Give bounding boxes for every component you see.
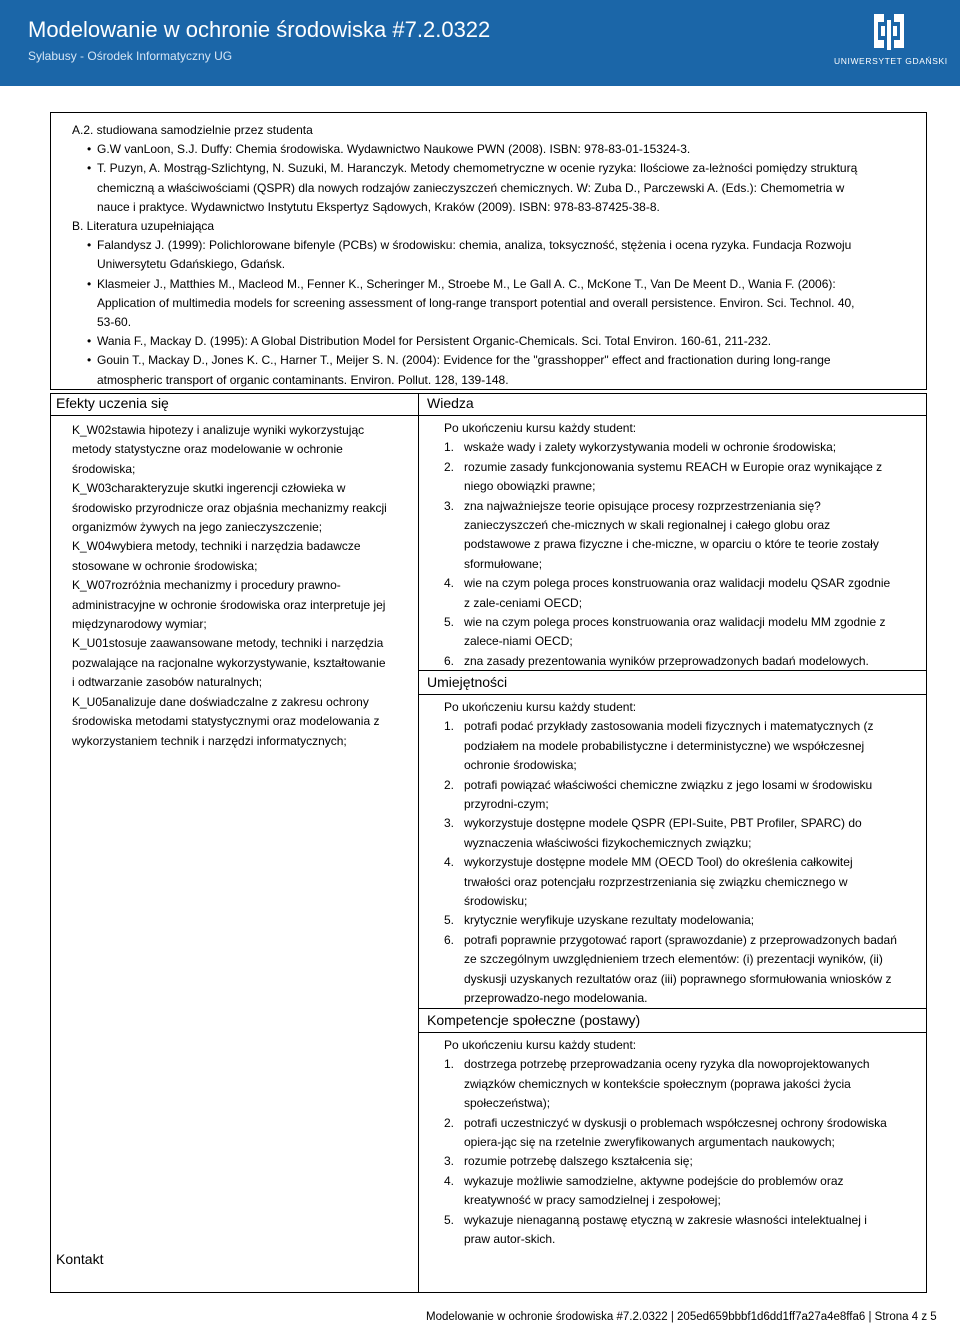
literature-line: • T. Puzyn, A. Mostrąg-Szlichtyng, N. Suzuki, M. Haranczyk. Metody chemometryczne w ocenie ryzyka: Ilościowe za-leżności pomiędzy strukturą bbox=[72, 159, 917, 178]
umiejetnosci-line bbox=[444, 756, 924, 775]
kompetencje-item-text: związków chemicznych w kontekście społecznym (poprawa jakości życia bbox=[464, 1076, 851, 1091]
wiedza-item-text: zalece-niami OECD; bbox=[464, 634, 573, 649]
kompetencje-list bbox=[444, 1036, 924, 1249]
wiedza-item-number: 1. bbox=[444, 440, 455, 455]
page-title: Modelowanie w ochronie środowiska #7.2.0322 bbox=[28, 17, 491, 42]
kompetencje-item-text: dostrzega potrzebę przeprowadzania oceny ryzyka dla nowoprojektowanych bbox=[464, 1057, 870, 1072]
literature-list bbox=[72, 121, 917, 390]
umiejetnosci-item-text: ze szczególnym uwzględnieniem trzech elementów: (i) prezentacji wyników, (ii) bbox=[464, 952, 883, 967]
logo-text: UNIWERSYTET GDAŃSKI bbox=[834, 56, 948, 66]
umiejetnosci-line bbox=[444, 892, 924, 911]
literature-line: 53-60. bbox=[97, 315, 132, 330]
wiedza-item-text: wie na czym polega proces konstruowania oraz walidacji modelu MM zgodnie z bbox=[464, 615, 886, 630]
outcome-line: pozwalające na racjonalne wykorzystywanie, kształtowanie bbox=[72, 655, 386, 670]
wiedza-item-text: sformułowane; bbox=[464, 556, 543, 571]
wiedza-heading: Wiedza bbox=[427, 395, 474, 411]
kompetencje-line bbox=[444, 1114, 924, 1133]
umiejetnosci-item-text: krytycznie weryfikuje uzyskane rezultaty modelowania; bbox=[464, 913, 755, 928]
literature-line: chemiczną a właściwościami (QSPR) dla nowych rodzajów zanieczyszczeń chemicznych. W: Zuba D., Parczewski A. (Eds.): Chemometria w bbox=[97, 180, 845, 195]
kompetencje-line bbox=[444, 1036, 924, 1055]
wiedza-line bbox=[444, 574, 924, 593]
umiejetnosci-intro: Po ukończeniu kursu każdy student: bbox=[444, 700, 637, 714]
outcome-line: międzynarodowy wymiar; bbox=[72, 617, 207, 632]
umiejetnosci-list bbox=[444, 698, 924, 1009]
umiejetnosci-divider-bottom bbox=[419, 694, 927, 695]
literature-line: A.2. studiowana samodzielnie przez studenta bbox=[72, 123, 313, 137]
umiejetnosci-line bbox=[444, 814, 924, 833]
umiejetnosci-line bbox=[444, 950, 924, 969]
wiedza-line bbox=[444, 535, 924, 554]
wiedza-item-number: 3. bbox=[444, 498, 455, 513]
outcome-line: K_W02stawia hipotezy i analizuje wyniki wykorzystując bbox=[72, 423, 365, 437]
wiedza-line bbox=[444, 458, 924, 477]
wiedza-item-number: 5. bbox=[444, 615, 455, 630]
literature-line: atmospheric transport of organic contaminants. Environ. Pollut. 128, 139-148. bbox=[97, 372, 509, 387]
kompetencje-line bbox=[444, 1075, 924, 1094]
umiejetnosci-line bbox=[444, 834, 924, 853]
umiejetnosci-line bbox=[444, 931, 924, 950]
wiedza-item-text: zna zasady prezentowania wyników przeprowadzonych badań modelowych. bbox=[464, 653, 869, 668]
wiedza-item-text: wie na czym polega proces konstruowania oraz walidacji modelu QSAR zgodnie bbox=[464, 576, 891, 591]
umiejetnosci-item-number: 2. bbox=[444, 777, 455, 792]
wiedza-item-text: zna najważniejsze teorie opisujące procesy rozprzestrzeniania się? bbox=[464, 498, 821, 513]
wiedza-intro: Po ukończeniu kursu każdy student: bbox=[444, 421, 637, 435]
literature-line: nauce i praktyce. Wydawnictwo Instytutu Ekspertyz Sądowych, Kraków (2009). ISBN: 978-83-87425-38-8. bbox=[97, 199, 660, 214]
kompetencje-line bbox=[444, 1133, 924, 1152]
page-subtitle: Sylabusy - Ośrodek Informatyczny UG bbox=[28, 49, 233, 63]
wiedza-item-number: 4. bbox=[444, 576, 455, 591]
umiejetnosci-line bbox=[444, 873, 924, 892]
literature-line: • Gouin T., Mackay D., Jones K. C., Harner T., Meijer S. N. (2004): Evidence for the "grasshopper" effect and fractionation during long-range bbox=[72, 351, 917, 370]
umiejetnosci-item-text: potrafi poprawnie przygotować raport (sprawozdanie) z przeprowadzonych badań bbox=[464, 932, 897, 947]
university-logo-icon bbox=[864, 10, 914, 52]
umiejetnosci-item-text: podziałem na modele probabilistyczne i deterministyczne) we współczesnej bbox=[464, 738, 865, 753]
umiejetnosci-item-number: 6. bbox=[444, 932, 455, 947]
wiedza-line bbox=[444, 594, 924, 613]
wiedza-item-text: zanieczyszczeń che-micznych w skali regionalnej i całego globu oraz bbox=[464, 518, 831, 533]
kompetencje-item-text: rozumie potrzebę dalszego kształcenia się; bbox=[464, 1154, 693, 1169]
umiejetnosci-line bbox=[444, 853, 924, 872]
university-logo bbox=[834, 8, 948, 72]
wiedza-line bbox=[444, 477, 924, 496]
outcome-line: wykorzystaniem technik i narzędzi informatycznych; bbox=[72, 733, 347, 748]
umiejetnosci-item-text: trwałości oraz potencjału rozprzestrzeniania się związku chemicznego w bbox=[464, 874, 848, 889]
wiedza-line bbox=[444, 438, 924, 457]
outcome-line: K_U01stosuje zaawansowane metody, techniki i narzędzia bbox=[72, 636, 384, 651]
kompetencje-heading: Kompetencje społeczne (postawy) bbox=[427, 1012, 641, 1028]
literature-line: Application of multimedia models for screening assessment of long-range transport potential and overall persistence. Environ. Sci. Technol. 40, bbox=[97, 295, 855, 310]
wiedza-item-text: rozumie zasady funkcjonowania systemu REACH w Europie oraz wynikające z bbox=[464, 459, 883, 474]
umiejetnosci-item-text: dyskusji uzyskanych rezultatów oraz (iii) poprawnego sformułowania wniosków z bbox=[464, 971, 892, 986]
kompetencje-line bbox=[444, 1094, 924, 1113]
outcome-line: środowiska; bbox=[72, 461, 136, 476]
wiedza-list bbox=[444, 419, 924, 671]
outcome-line: administracyjne w ochronie środowiska oraz interpretuje jej bbox=[72, 597, 386, 612]
kompetencje-item-number: 5. bbox=[444, 1212, 455, 1227]
umiejetnosci-item-text: potrafi powiązać właściwości chemiczne związku z jego losami w środowisku bbox=[464, 777, 873, 792]
umiejetnosci-line bbox=[444, 776, 924, 795]
kompetencje-line bbox=[444, 1191, 924, 1210]
outcome-line: organizmów żywych na jego zanieczyszczenie; bbox=[72, 520, 323, 535]
literature-line: • Wania F., Mackay D. (1995): A Global Distribution Model for Persistent Organic-Chemicals. Sci. Total Environ. 160-61, 211-232. bbox=[72, 332, 917, 351]
umiejetnosci-line bbox=[444, 737, 924, 756]
kompetencje-item-text: wykazuje nienaganną postawę etyczną w zakresie własności intelektualnej i bbox=[464, 1212, 867, 1227]
umiejetnosci-item-text: przyrodni-czym; bbox=[464, 797, 549, 812]
kompetencje-line bbox=[444, 1152, 924, 1171]
efekty-list bbox=[72, 421, 417, 751]
outcome-line: K_W03charakteryzuje skutki ingerencji człowieka w bbox=[72, 481, 346, 496]
column-divider bbox=[418, 393, 419, 1293]
kompetencje-intro: Po ukończeniu kursu każdy student: bbox=[444, 1038, 637, 1052]
literature-line: • Klasmeier J., Matthies M., Macleod M., Fenner K., Scheringer M., Stroebe M., Le Gall A. C., McKone T., Van De Meent D., Wania F. (2006): bbox=[72, 275, 917, 294]
umiejetnosci-line bbox=[444, 795, 924, 814]
umiejetnosci-item-number: 4. bbox=[444, 855, 455, 870]
umiejetnosci-line bbox=[444, 989, 924, 1008]
umiejetnosci-item-text: wyznaczenia właściwości fizykochemicznych związku; bbox=[464, 835, 752, 850]
wiedza-line bbox=[444, 652, 924, 671]
wiedza-line bbox=[444, 516, 924, 535]
efekty-heading: Efekty uczenia się bbox=[56, 395, 169, 411]
wiedza-line bbox=[444, 419, 924, 438]
umiejetnosci-heading: Umiejętności bbox=[427, 674, 508, 690]
kompetencje-divider-bottom bbox=[419, 1032, 927, 1033]
kompetencje-line bbox=[444, 1211, 924, 1230]
kompetencje-line bbox=[444, 1230, 924, 1249]
outcome-line: K_W04wybiera metody, techniki i narzędzia badawcze bbox=[72, 539, 361, 554]
umiejetnosci-line bbox=[444, 717, 924, 736]
umiejetnosci-item-text: środowisku; bbox=[464, 894, 528, 909]
umiejetnosci-item-text: ochronie środowiska; bbox=[464, 758, 577, 773]
kompetencje-item-number: 1. bbox=[444, 1057, 455, 1072]
kompetencje-item-number: 4. bbox=[444, 1173, 455, 1188]
wiedza-line bbox=[444, 555, 924, 574]
kompetencje-item-text: potrafi uczestniczyć w dyskusji o problemach współczesnej ochrony środowiska bbox=[464, 1115, 887, 1130]
kompetencje-item-text: praw autor-skich. bbox=[464, 1232, 556, 1247]
outcome-line: i odtwarzanie zasobów naturalnych; bbox=[72, 675, 263, 690]
kompetencje-item-text: wykazuje możliwie samodzielne, aktywne podejście do problemów oraz bbox=[464, 1173, 844, 1188]
wiedza-item-text: podstawowe z prawa fizyczne i che-miczne, w oparciu o które te teorie zostały bbox=[464, 537, 879, 552]
outcome-line: K_U05analizuje dane doświadczalne z zakresu ochrony bbox=[72, 694, 369, 709]
outcome-line: środowisko przyrodnicze oraz objaśnia mechanizmy reakcji bbox=[72, 500, 387, 515]
umiejetnosci-item-number: 3. bbox=[444, 816, 455, 831]
umiejetnosci-line bbox=[444, 970, 924, 989]
outcome-line: K_W07rozróżnia mechanizmy i procedury prawno- bbox=[72, 578, 341, 593]
umiejetnosci-item-text: wykorzystuje dostępne modele MM (OECD Tool) do określenia całkowitej bbox=[464, 855, 853, 870]
umiejetnosci-line bbox=[444, 911, 924, 930]
umiejetnosci-item-number: 1. bbox=[444, 719, 455, 734]
page-footer: Modelowanie w ochronie środowiska #7.2.0322 | 205ed659bbbf1d6dd1ff7a27a4e8ffa6 | Strona 4 z 5 bbox=[426, 1311, 937, 1323]
literature-line: • Falandysz J. (1999): Polichlorowane bifenyle (PCBs) w środowisku: chemia, analiza, toksyczność, stężenia i ocena ryzyka. Fundacja Rozwoju bbox=[72, 236, 917, 255]
literature-line: B. Literatura uzupełniająca bbox=[72, 219, 215, 234]
umiejetnosci-item-text: przeprowadzo-nego modelowania. bbox=[464, 991, 648, 1006]
kompetencje-item-number: 2. bbox=[444, 1115, 455, 1130]
header-divider bbox=[50, 415, 927, 416]
umiejetnosci-item-text: potrafi podać przykłady zastosowania modeli fizycznych i matematycznych (z bbox=[464, 719, 874, 734]
wiedza-line bbox=[444, 497, 924, 516]
outcome-line: metody statystyczne oraz modelowanie w ochronie bbox=[72, 442, 343, 457]
literature-line: Uniwersytetu Gdańskiego, Gdańsk. bbox=[97, 257, 286, 272]
kompetencje-item-number: 3. bbox=[444, 1154, 455, 1169]
wiedza-item-text: wskaże wady i zalety wykorzystywania modeli w ochronie środowiska; bbox=[464, 440, 837, 455]
wiedza-item-number: 2. bbox=[444, 459, 455, 474]
outcome-line: stosowane w ochronie środowiska; bbox=[72, 558, 258, 573]
wiedza-item-text: z zale-ceniami OECD; bbox=[464, 595, 583, 610]
wiedza-item-text: niego obowiązki prawne; bbox=[464, 479, 596, 494]
page-header bbox=[0, 0, 960, 86]
wiedza-line bbox=[444, 613, 924, 632]
kompetencje-line bbox=[444, 1172, 924, 1191]
umiejetnosci-line bbox=[444, 698, 924, 717]
wiedza-item-number: 6. bbox=[444, 653, 455, 668]
kontakt-heading: Kontakt bbox=[56, 1251, 104, 1267]
kompetencje-item-text: kreatywność w pracy samodzielnej i zespołowej; bbox=[464, 1193, 721, 1208]
kompetencje-line bbox=[444, 1055, 924, 1074]
kompetencje-item-text: społeczeństwa); bbox=[464, 1096, 551, 1111]
wiedza-line bbox=[444, 632, 924, 651]
literature-line: • G.W vanLoon, S.J. Duffy: Chemia środowiska. Wydawnictwo Naukowe PWN (2008). ISBN: 978-83-01-15324-3. bbox=[72, 140, 917, 159]
outcome-line: środowiska metodami statystycznymi oraz modelowania z bbox=[72, 714, 380, 729]
kompetencje-item-text: opiera-jąc się na rzetelnie zweryfikowanych argumentach naukowych; bbox=[464, 1135, 835, 1150]
umiejetnosci-item-number: 5. bbox=[444, 913, 455, 928]
umiejetnosci-item-text: wykorzystuje dostępne modele QSPR (EPI-Suite, PBT Profiler, SPARC) do bbox=[464, 816, 862, 831]
